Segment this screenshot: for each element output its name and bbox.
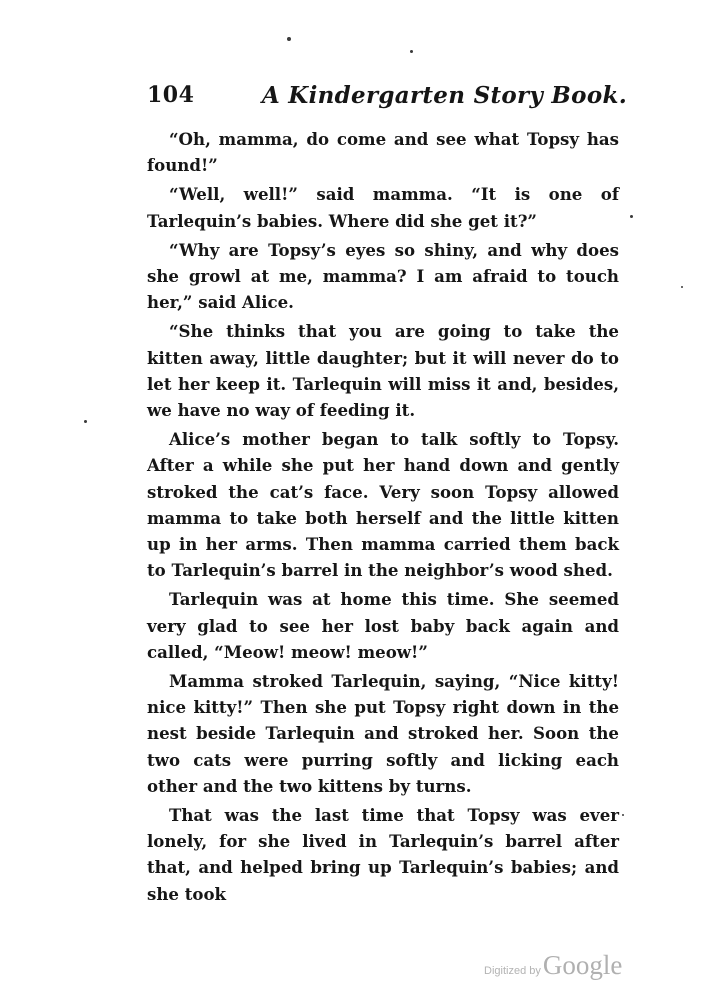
- paragraph: Mamma stroked Tarlequin, saying, “Nice kitty! nice kitty!” Then she put Topsy right down in the nest beside Tarlequin and stroked her. Soon the two cats were purring softly and licking each other and the two kittens by turns.: [147, 671, 619, 796]
- scan-speck: [630, 215, 633, 218]
- paragraph: “Oh, mamma, do come and see what Topsy has found!”: [147, 129, 619, 176]
- body-text: [147, 126, 619, 910]
- paragraph: That was the last time that Topsy was ever lonely, for she lived in Tarlequin’s barrel after that, and helped bring up Tarlequin’s babies; and she took: [147, 805, 619, 904]
- paragraph: Tarlequin was at home this time. She seemed very glad to see her lost baby back again and called, “Meow! meow! meow!”: [147, 589, 619, 662]
- scan-speck: [287, 37, 291, 41]
- running-title: A Kindergarten Story Book.: [261, 82, 627, 109]
- scan-speck: [681, 286, 683, 288]
- paragraph: Alice’s mother began to talk softly to Topsy. After a while she put her hand down and gently stroked the cat’s face. Very soon Topsy allowed mamma to take both herself and the little kitten up in her arms. Then mamma carried them back to Tarlequin’s barrel in the neighbor’s wood shed.: [147, 429, 619, 581]
- paragraph: “Well, well!” said mamma. “It is one of Tarlequin’s babies. Where did she get it?”: [147, 184, 619, 231]
- paragraph: “She thinks that you are going to take the kitten away, little daughter; but it will never do to let her keep it. Tarlequin will miss it and, besides, we have no way of feeding it.: [147, 321, 619, 421]
- page-number: 104: [147, 82, 195, 108]
- digitized-watermark: [484, 950, 622, 980]
- watermark-prefix: Digitized by: [484, 965, 541, 977]
- page-header: [147, 82, 627, 116]
- google-logo: Google: [542, 950, 623, 980]
- scan-speck: [622, 814, 624, 816]
- scan-speck: [410, 50, 413, 53]
- paragraph: “Why are Topsy’s eyes so shiny, and why does she growl at me, mamma? I am afraid to touch her,” said Alice.: [147, 239, 619, 313]
- scan-speck: [84, 420, 87, 423]
